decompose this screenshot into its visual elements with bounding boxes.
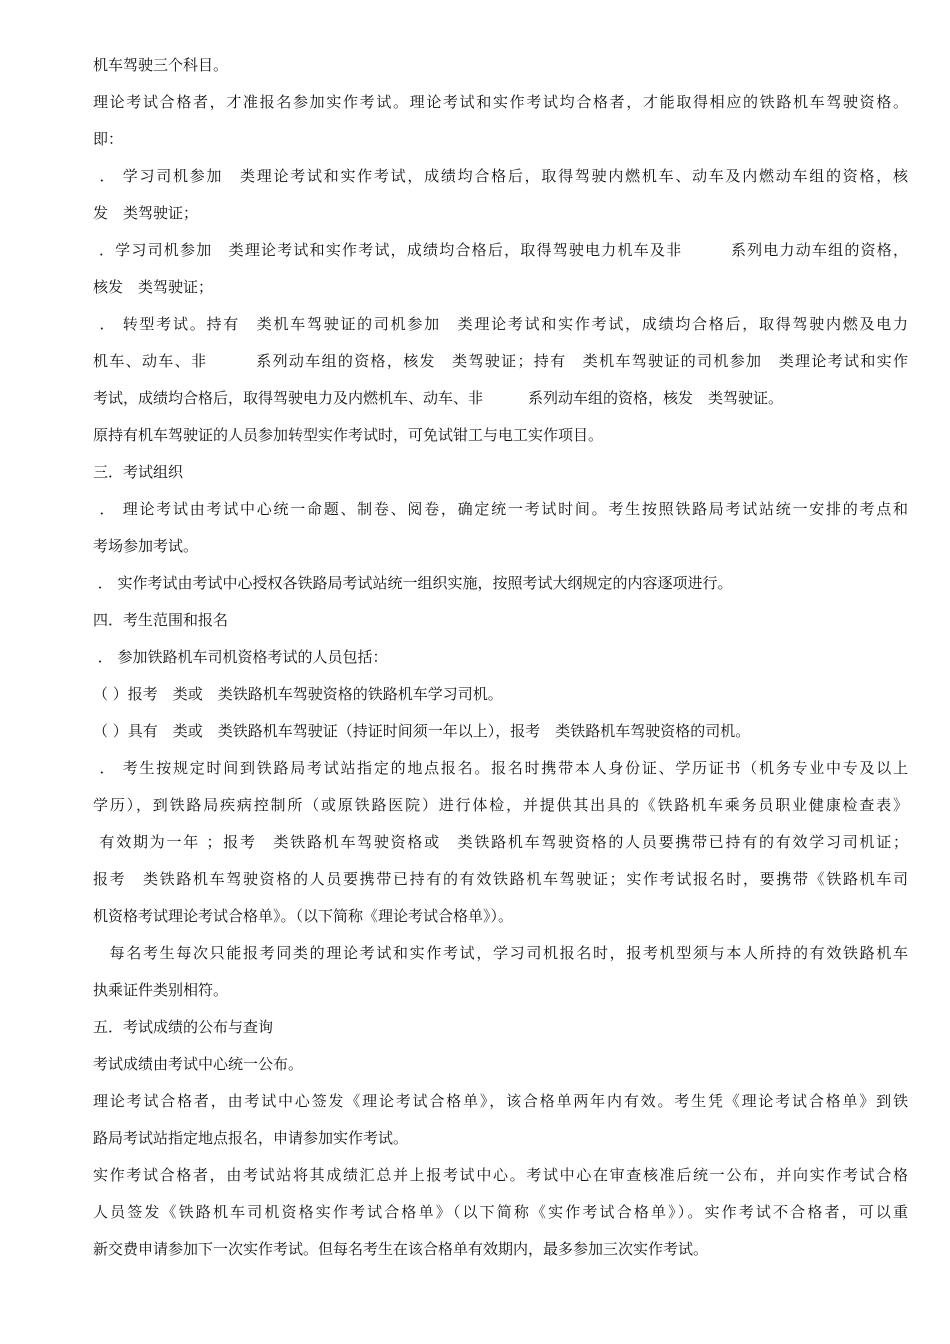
text-line: 原持有机车驾驶证的人员参加转型实作考试时，可免试钳工与电工实作项目。 xyxy=(93,426,604,444)
text-line: 核发 类驾驶证； xyxy=(93,278,214,296)
text-line: 考试成绩由考试中心统一公布。 xyxy=(93,1055,304,1073)
text-line: 路局考试站指定地点报名，申请参加实作考试。 xyxy=(93,1129,409,1147)
text-line: ． 转型考试。持有 类机车驾驶证的司机参加 类理论考试和实作考试，成绩均合格后，取得驾驶内燃及电力 xyxy=(93,315,908,333)
text-line: 即： xyxy=(93,130,124,148)
text-line: 理论考试合格者，由考试中心签发《理论考试合格单》，该合格单两年内有效。考生凭《理论考试合格单》到铁 xyxy=(93,1092,908,1110)
text-line: ． 实作考试由考试中心授权各铁路局考试站统一组织实施，按照考试大纲规定的内容逐项进行。 xyxy=(93,574,733,592)
section-heading: 五．考试成绩的公布与查询 xyxy=(93,1018,274,1036)
text-line: 考试，成绩均合格后，取得驾驶电力及内燃机车、动车、非 系列动车组的资格，核发 类驾驶证。 xyxy=(93,389,784,407)
text-line: 考场参加考试。 xyxy=(93,537,199,555)
text-line: 新交费申请参加下一次实作考试。但每名考生在该合格单有效期内，最多参加三次实作考试。 xyxy=(93,1240,709,1258)
text-line: ． 学习司机参加 类理论考试和实作考试，成绩均合格后，取得驾驶内燃机车、动车及内燃动车组的资格，核 xyxy=(93,167,908,185)
text-line: 机车、动车、非 系列动车组的资格，核发 类驾驶证；持有 类机车驾驶证的司机参加 类理论考试和实作 xyxy=(93,352,908,370)
text-line: 机资格考试理论考试合格单》。（以下简称《理论考试合格单》）。 xyxy=(93,907,514,925)
text-line: 有效期为一年 ；报考 类铁路机车驾驶资格或 类铁路机车驾驶资格的人员要携带已持有的有效学习司机证； xyxy=(93,833,908,851)
text-line: 人员签发《铁路机车司机资格实作考试合格单》（以下简称《实作考试合格单》）。实作考试不合格者，可以重 xyxy=(93,1203,908,1221)
text-line: 每名考生每次只能报考同类的理论考试和实作考试，学习司机报名时，报考机型须与本人所持的有效铁路机车 xyxy=(93,944,908,962)
text-line: （ ）报考 类或 类铁路机车驾驶资格的铁路机车学习司机。 xyxy=(93,685,503,703)
text-line: 机车驾驶三个科目。 xyxy=(93,56,229,74)
section-heading: 四．考生范围和报名 xyxy=(93,611,229,629)
section-heading: 三．考试组织 xyxy=(93,463,184,481)
text-line: 学历），到铁路局疾病控制所（或原铁路医院）进行体检，并提供其出具的《铁路机车乘务员职业健康检查表》 xyxy=(93,796,908,814)
text-line: ． 理论考试由考试中心统一命题、制卷、阅卷，确定统一考试时间。考生按照铁路局考试站统一安排的考点和 xyxy=(93,500,908,518)
text-line: 理论考试合格者，才准报名参加实作考试。理论考试和实作考试均合格者，才能取得相应的铁路机车驾驶资格。 xyxy=(93,93,908,111)
text-line: ． 考生按规定时间到铁路局考试站指定的地点报名。报名时携带本人身份证、学历证书（机务专业中专及以上 xyxy=(93,759,908,777)
text-line: ．学习司机参加 类理论考试和实作考试，成绩均合格后，取得驾驶电力机车及非 系列电力动车组的资格， xyxy=(93,241,908,259)
text-line: 实作考试合格者，由考试站将其成绩汇总并上报考试中心。考试中心在审查核准后统一公布，并向实作考试合格 xyxy=(93,1166,908,1184)
text-line: 执乘证件类别相符。 xyxy=(93,981,229,999)
text-line: ． 参加铁路机车司机资格考试的人员包括： xyxy=(93,648,388,666)
text-line: 发 类驾驶证； xyxy=(93,204,199,222)
text-line: 报考 类铁路机车驾驶资格的人员要携带已持有的有效铁路机车驾驶证；实作考试报名时，要携带《铁路机车司 xyxy=(93,870,908,888)
text-line: （ ）具有 类或 类铁路机车驾驶证（持证时间须一年以上），报考 类铁路机车驾驶资格的司机。 xyxy=(93,722,751,740)
